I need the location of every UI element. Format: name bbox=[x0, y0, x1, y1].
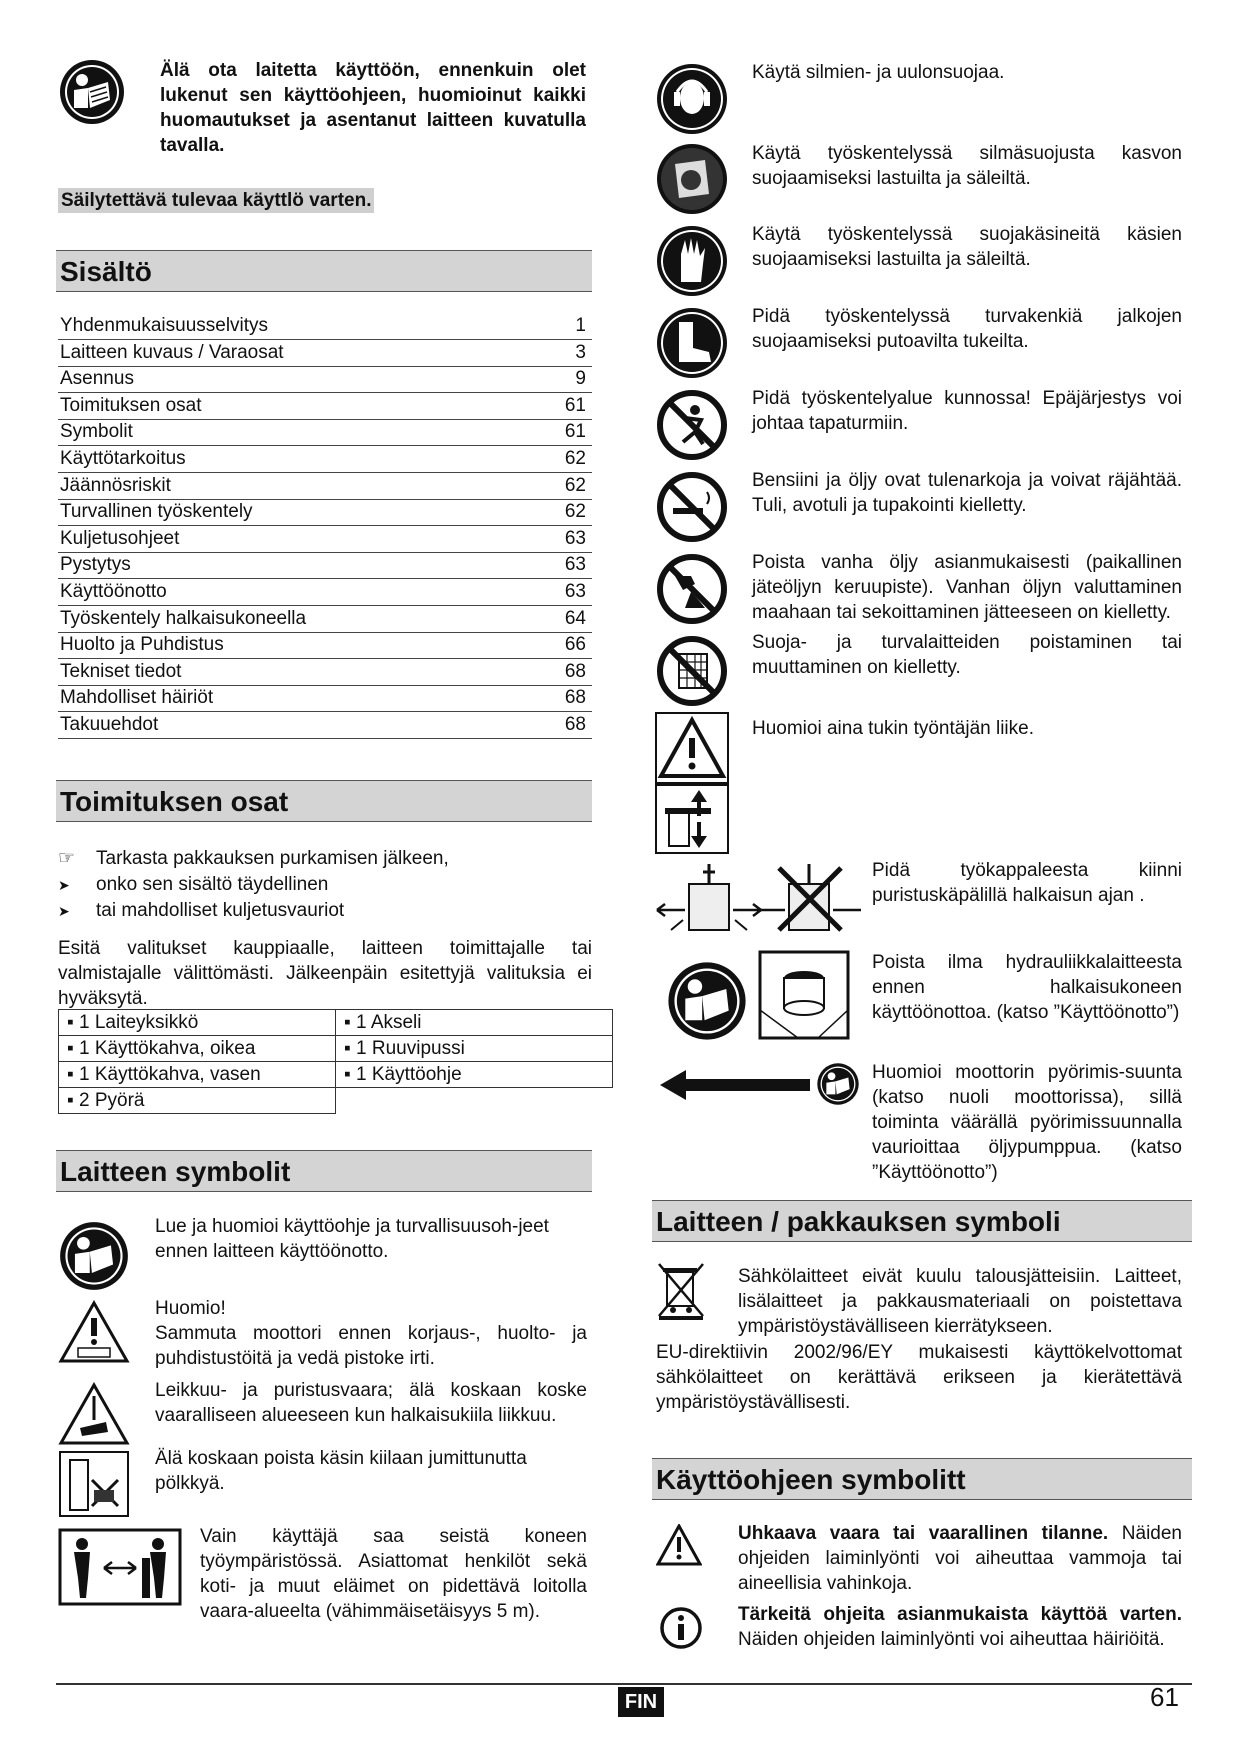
part-cell: ▪ 1 Laiteyksikkö bbox=[59, 1010, 336, 1036]
toc-row bbox=[58, 685, 592, 712]
toc-label: Takuuehdot bbox=[60, 714, 159, 735]
arrow-bullet-icon: ➤ bbox=[58, 903, 70, 919]
toc-page: 62 bbox=[564, 501, 586, 523]
right-symbol-text-6: Bensiini ja öljy ovat tulenarkoja ja voivat räjähtää. Tuli, avotuli ja tupakointi kielletty. bbox=[752, 470, 1182, 516]
footer-rule bbox=[56, 1683, 1192, 1685]
part-cell: ▪ 1 Käyttöohje bbox=[336, 1062, 613, 1088]
weee-directive-text: EU-direktiivin 2002/96/EY mukaisesti käyttökelvottomat sähkölaitteet on kerättävä erikseen ja kierätettävä ympäristöystävällisesti. bbox=[656, 1342, 1182, 1413]
right-symbol-text-9: Huomioi aina tukin työntäjän liike. bbox=[752, 718, 1034, 739]
package-symbol-text: Sähkölaitteet eivät kuulu talousjätteisiin. Laitteet, lisälaitteet ja pakkausmateriaali on poistettava ympäristöystävälliseen kierrätykseen. bbox=[738, 1266, 1182, 1337]
important-text: Näiden ohjeiden laiminlyönti voi aiheuttaa häiriöitä. bbox=[738, 1629, 1165, 1650]
toc-row bbox=[58, 552, 592, 579]
symbol-attention-label: Huomio! bbox=[155, 1298, 226, 1319]
toc-row bbox=[58, 606, 592, 633]
toc-page: 68 bbox=[564, 714, 586, 735]
toc-page: 64 bbox=[564, 607, 586, 629]
toc-label: Symbolit bbox=[60, 421, 133, 443]
toc-page: 62 bbox=[564, 474, 586, 496]
right-symbol-text-1: Käytä silmien- ja uulonsuojaa. bbox=[752, 62, 1005, 83]
parts-table bbox=[58, 1009, 613, 1114]
part-cell: ▪ 1 Käyttökahva, oikea bbox=[59, 1036, 336, 1062]
toc-label: Työskentely halkaisukoneella bbox=[60, 607, 307, 629]
delivery-title: Toimituksen osat bbox=[56, 780, 592, 822]
toc-page: 63 bbox=[564, 554, 586, 576]
toc-label: Yhdenmukaisuusselvitys bbox=[60, 315, 269, 336]
danger-label: Uhkaava vaara tai vaarallinen tilanne. bbox=[738, 1523, 1109, 1544]
important-label: Tärkeitä ohjeita asianmukaista käyttöä varten. bbox=[738, 1604, 1182, 1625]
toc-page: 9 bbox=[575, 368, 586, 390]
toc-page: 61 bbox=[564, 394, 586, 416]
toc-page: 3 bbox=[575, 341, 586, 363]
warning-triangle-icon bbox=[656, 1524, 702, 1566]
device-symbols-title: Laitteen symbolit bbox=[56, 1150, 592, 1192]
toc-page: 62 bbox=[564, 448, 586, 469]
keep-notice: Säilytettävä tulevaa käyttlö varten. bbox=[58, 188, 374, 213]
toc-label: Kuljetusohjeet bbox=[60, 527, 180, 549]
cutting-hazard-icon bbox=[58, 1382, 130, 1446]
no-smoking-fire-icon bbox=[655, 470, 729, 544]
check-item-damage: tai mahdolliset kuljetusvauriot bbox=[96, 900, 345, 921]
right-symbol-text-5: Pidä työskentelyalue kunnossa! Epäjärjestys voi johtaa tapaturmiin. bbox=[752, 388, 1182, 434]
right-symbol-text-10: Pidä työkappaleesta kiinni puristuskäpälillä halkaisun ajan . bbox=[872, 860, 1182, 906]
toc-page: 68 bbox=[564, 660, 586, 682]
read-manual-icon bbox=[666, 960, 748, 1042]
safety-boots-icon bbox=[655, 306, 729, 380]
right-symbol-text-8: Suoja- ja turvalaitteiden poistaminen tai muuttaminen on kielletty. bbox=[752, 632, 1182, 678]
toc-label: Toimituksen osat bbox=[60, 394, 202, 416]
toc-row bbox=[58, 446, 592, 473]
face-shield-icon bbox=[655, 142, 729, 216]
symbol-attention-text: Sammuta moottori ennen korjaus-, huolto- ja puhdistustöitä ja vedä pistoke irti. bbox=[155, 1323, 587, 1369]
keep-distance-icon bbox=[58, 1528, 182, 1606]
toc-label: Tekniset tiedot bbox=[60, 660, 182, 682]
toc-title: Sisältö bbox=[56, 250, 592, 292]
toc-label: Laitteen kuvaus / Varaosat bbox=[60, 341, 284, 363]
read-manual-icon bbox=[58, 1220, 130, 1292]
toc-label: Käyttöönotto bbox=[60, 581, 167, 602]
part-cell: ▪ 1 Käyttökahva, vasen bbox=[59, 1062, 336, 1088]
read-manual-icon bbox=[816, 1062, 860, 1106]
hydraulic-vent-icon bbox=[758, 950, 850, 1040]
symbol-cutting-text: Leikkuu- ja puristusvaara; älä koskaan koske vaaralliseen alueeseen kun halkaisukiila liikkuu. bbox=[155, 1380, 587, 1426]
warning-unplug-icon bbox=[58, 1300, 130, 1364]
symbol-no-removal-text: Älä koskaan poista käsin kiilaan jumittunutta pölkkyä. bbox=[155, 1448, 527, 1494]
toc-label: Huolto ja Puhdistus bbox=[60, 634, 224, 656]
rotation-direction-arrow-icon bbox=[660, 1068, 810, 1102]
toc-row bbox=[58, 712, 592, 739]
right-symbol-text-12: Huomioi moottorin pyörimis-suunta (katso nuoli moottorissa), sillä toiminta väärällä pyörimissuunnalla vaurioittaa öljypumppua. (katso ”Käyttöönotto”) bbox=[872, 1062, 1182, 1183]
toc-row bbox=[58, 659, 592, 686]
toc-row bbox=[58, 393, 592, 420]
right-symbol-text-4: Pidä työskentelyssä turvakenkiä jalkojen suojaamiseksi putoavilta tukeilta. bbox=[752, 306, 1182, 352]
manual-symbols-title: Käyttöohjeen symbolitt bbox=[652, 1458, 1192, 1500]
toc-row bbox=[58, 340, 592, 367]
toc-row bbox=[58, 419, 592, 446]
no-tripping-icon bbox=[655, 388, 729, 462]
read-manual-icon bbox=[58, 58, 126, 126]
toc-row bbox=[58, 526, 592, 553]
toc-page: 61 bbox=[564, 421, 586, 443]
no-hand-removal-icon bbox=[58, 1450, 130, 1518]
toc-label: Asennus bbox=[60, 368, 134, 390]
delivery-note: Esitä valitukset kauppiaalle, laitteen toimittajalle tai valmistajalle välittömästi. Jälkeenpäin esitettyjä valituksia ei hyväksytä. bbox=[58, 938, 592, 1009]
toc-row bbox=[58, 313, 592, 340]
check-item-complete: onko sen sisältö täydellinen bbox=[96, 874, 329, 895]
ear-eye-protection-icon bbox=[655, 62, 729, 136]
page-number: 61 bbox=[1150, 1682, 1179, 1712]
weee-crossed-bin-icon bbox=[657, 1262, 707, 1320]
hold-workpiece-icon bbox=[655, 862, 865, 942]
toc-label: Jäännösriskit bbox=[60, 474, 171, 496]
right-symbol-text-3: Käytä työskentelyssä suojakäsineitä käsien suojaamiseksi lastuilta ja säleiltä. bbox=[752, 224, 1182, 270]
part-cell: ▪ 1 Akseli bbox=[336, 1010, 613, 1036]
pointing-hand-icon: ☞ bbox=[58, 848, 76, 869]
arrow-bullet-icon: ➤ bbox=[58, 877, 70, 893]
danger-text: Näiden ohjeiden laiminlyönti voi aiheuttaa vammoja tai aineellisia vahinkoja. bbox=[738, 1523, 1182, 1594]
intro-warning: Älä ota laitetta käyttöön, ennenkuin olet lukenut sen käyttöohjeen, huomioinut kaikki huomautukset ja asentanut laitteen kuvatulla tavalla. bbox=[160, 60, 586, 156]
toc-page: 63 bbox=[564, 581, 586, 602]
symbol-distance-text: Vain käyttäjä saa seistä koneen työympäristössä. Asiattomat henkilöt sekä koti- ja muut eläimet on pidettävä loitolla vaara-alueelta (vähimmäisetäisyys 5 m). bbox=[200, 1526, 587, 1622]
toc-row bbox=[58, 473, 592, 500]
toc-page: 66 bbox=[564, 634, 586, 656]
toc-row bbox=[58, 366, 592, 393]
right-symbol-text-7: Poista vanha öljy asianmukaisesti (paikallinen jäteöljyn keruupiste). Vanhan öljyn valuttaminen maahaan tai sekoittaminen jätteeseen on kielletty. bbox=[752, 552, 1182, 623]
symbol-read-manual-text: Lue ja huomioi käyttöohje ja turvallisuusoh-jeet ennen laitteen käyttöönotto. bbox=[155, 1216, 549, 1262]
part-cell: ▪ 1 Ruuvipussi bbox=[336, 1036, 613, 1062]
toc-row bbox=[58, 632, 592, 659]
no-oil-dumping-icon bbox=[655, 552, 729, 626]
toc-page: 68 bbox=[564, 687, 586, 709]
toc-page: 63 bbox=[564, 527, 586, 549]
right-symbol-text-11: Poista ilma hydrauliikkalaitteesta ennen halkaisukoneen käyttöönottoa. (katso ”Käyttöönotto”) bbox=[872, 952, 1182, 1023]
toc-row bbox=[58, 499, 592, 526]
language-badge: FIN bbox=[618, 1687, 664, 1717]
warning-log-pusher-icon bbox=[655, 712, 729, 854]
toc-label: Mahdolliset häiriöt bbox=[60, 687, 214, 709]
info-icon bbox=[659, 1606, 703, 1650]
no-guard-removal-icon bbox=[655, 634, 729, 708]
toc-label: Turvallinen työskentely bbox=[60, 501, 253, 523]
right-symbol-text-2: Käytä työskentelyssä silmäsuojusta kasvon suojaamiseksi lastuilta ja säleiltä. bbox=[752, 143, 1182, 189]
toc-label: Käyttötarkoitus bbox=[60, 448, 186, 469]
toc-row bbox=[58, 579, 592, 606]
part-cell: ▪ 2 Pyörä bbox=[59, 1088, 336, 1114]
check-text: Tarkasta pakkauksen purkamisen jälkeen, bbox=[96, 848, 449, 869]
gloves-icon bbox=[655, 224, 729, 298]
package-symbols-title: Laitteen / pakkauksen symboli bbox=[652, 1200, 1192, 1242]
toc-label: Pystytys bbox=[60, 554, 131, 576]
toc-page: 1 bbox=[575, 315, 586, 336]
